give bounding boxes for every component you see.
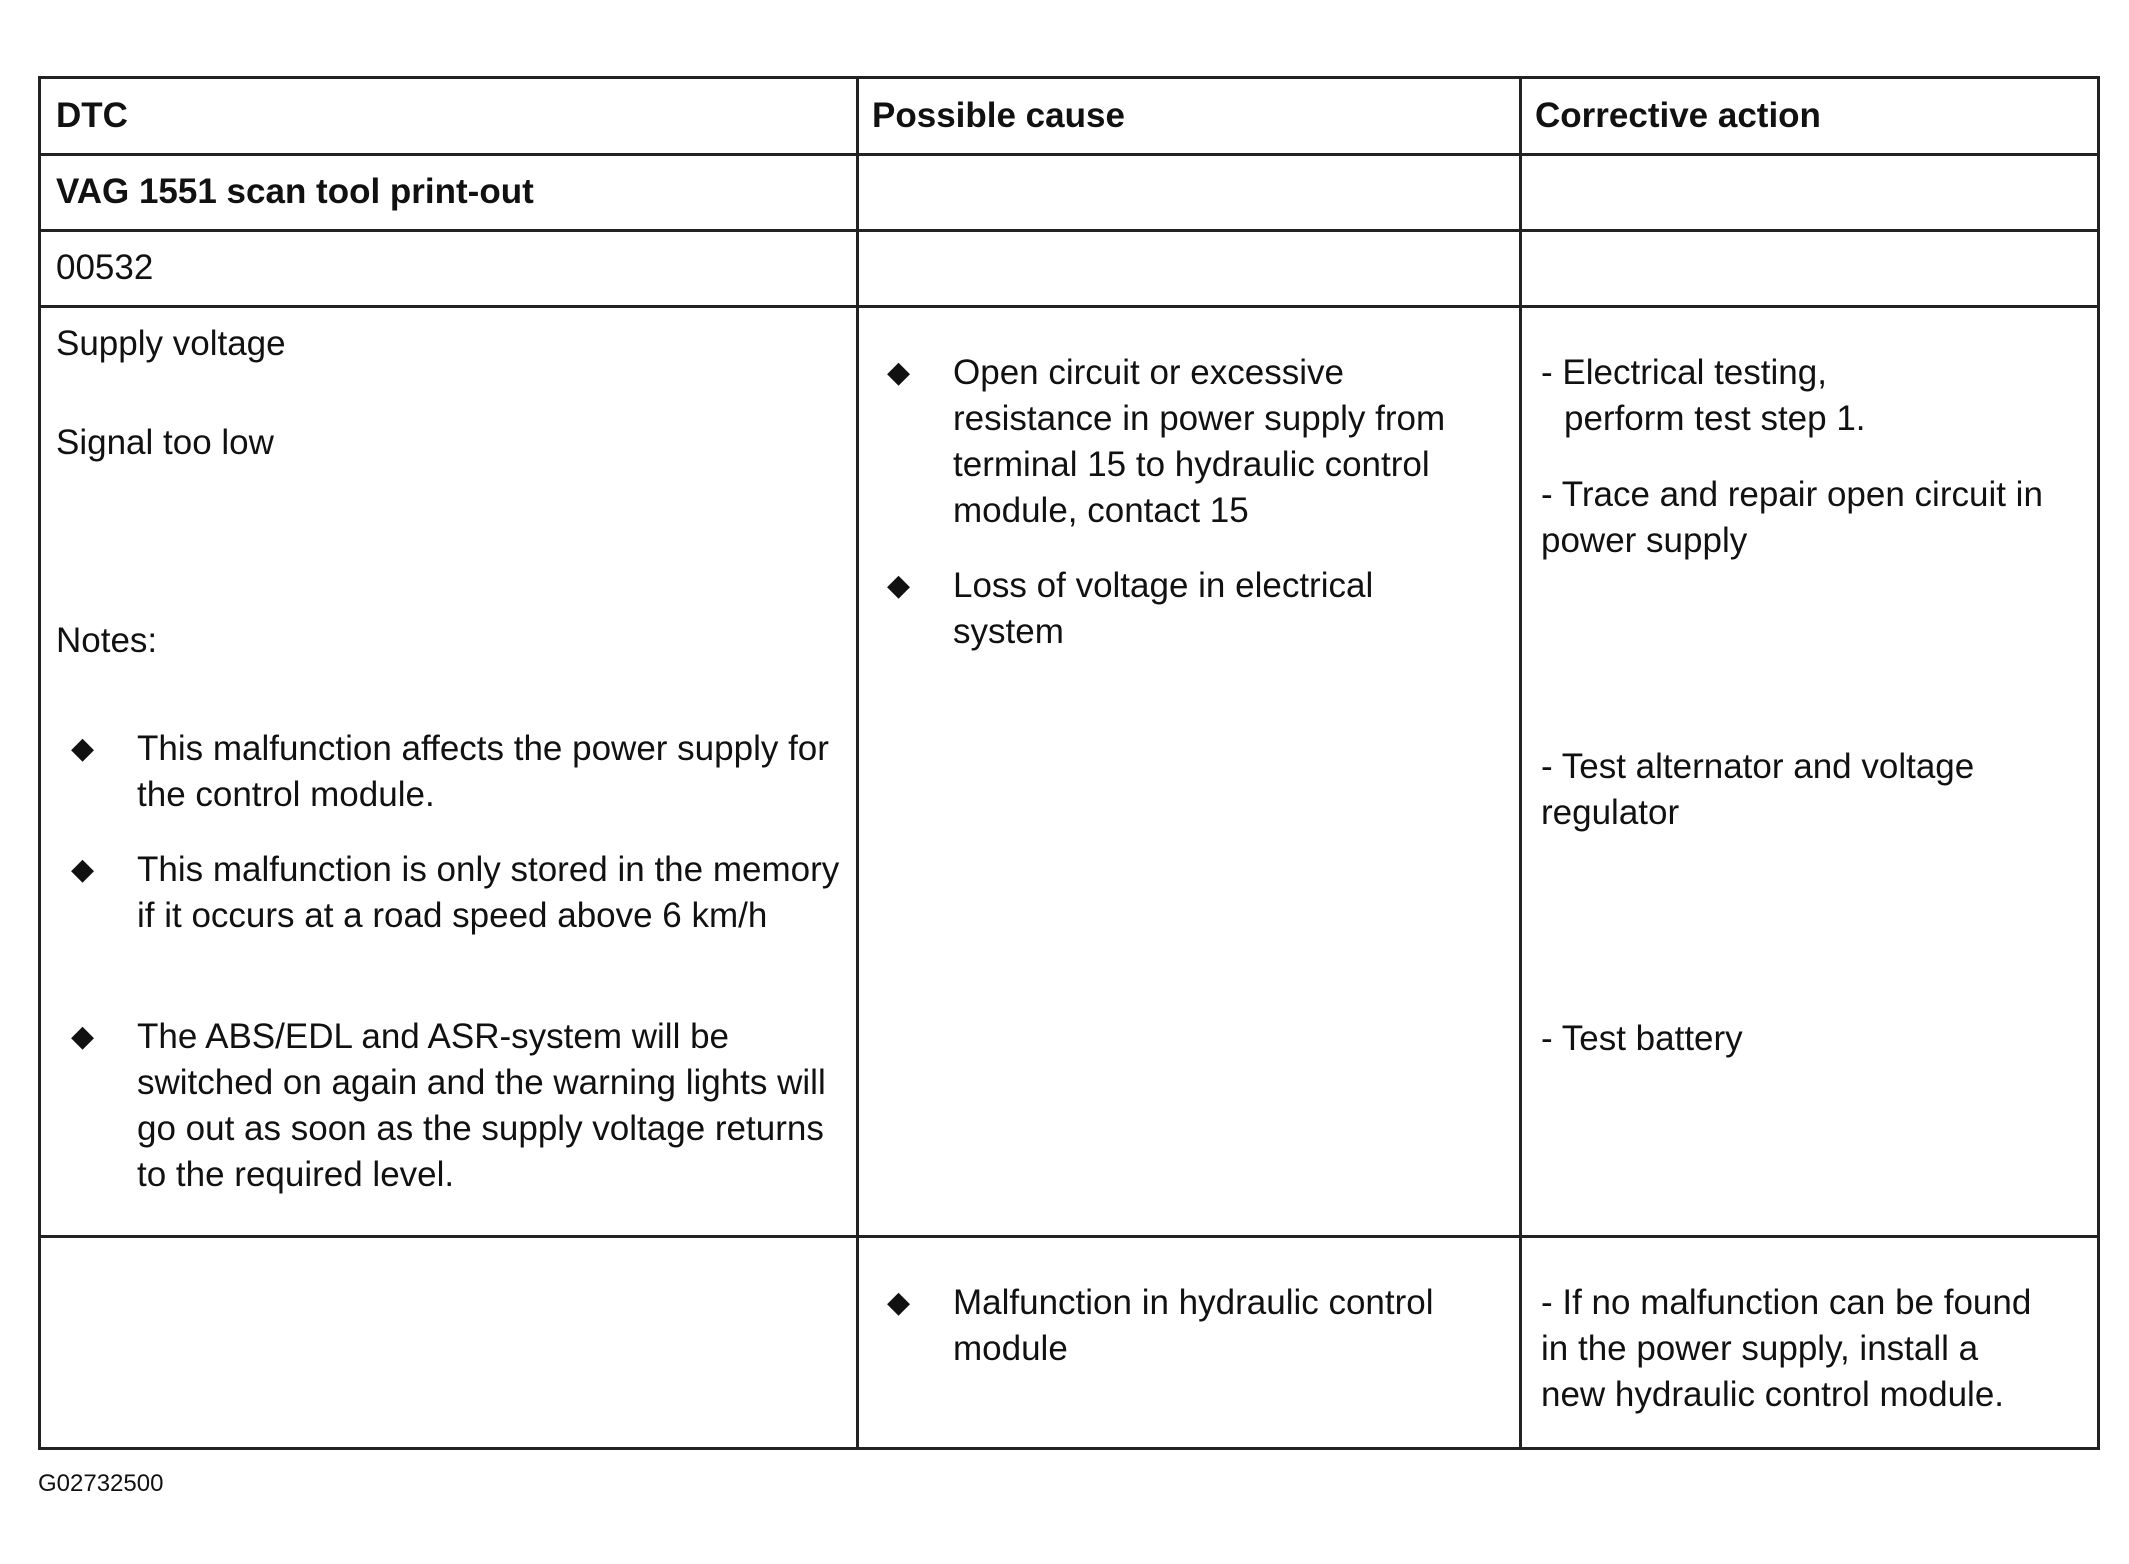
- row-divider: [41, 229, 2097, 232]
- action-line: power supply: [1541, 521, 1748, 560]
- note-text: This malfunction is only stored in the memory if it occurs at a road speed above 6 km/h: [137, 850, 840, 935]
- header-possible-cause: Possible cause: [872, 96, 1125, 135]
- diamond-bullet-icon: ◆: [71, 1020, 95, 1053]
- action-line: - Trace and repair open circuit in: [1541, 475, 2043, 514]
- figure-id: G02732500: [38, 1470, 164, 1497]
- action-line: - Test battery: [1541, 1019, 1743, 1058]
- diamond-bullet-icon: ◆: [887, 356, 911, 389]
- column-divider: [856, 79, 859, 1447]
- row-divider: [41, 153, 2097, 156]
- row-divider: [41, 1235, 2097, 1238]
- header-corrective-action: Corrective action: [1535, 96, 1821, 135]
- fault-condition: Signal too low: [56, 423, 274, 462]
- diamond-bullet-icon: ◆: [887, 1286, 911, 1319]
- note-text: This malfunction affects the power supply for the control module.: [137, 729, 829, 814]
- header-dtc: DTC: [56, 96, 128, 135]
- notes-title: Notes:: [56, 621, 158, 660]
- column-divider: [1519, 79, 1522, 1447]
- action-line: new hydraulic control module.: [1541, 1375, 2005, 1414]
- action-line: in the power supply, install a: [1541, 1329, 1979, 1368]
- action-line: perform test step 1.: [1564, 399, 1866, 438]
- action-line: - Test alternator and voltage: [1541, 747, 1975, 786]
- dtc-table: [38, 76, 2100, 1450]
- row-divider: [41, 305, 2097, 308]
- cause-text: Loss of voltage in electrical system: [953, 566, 1374, 651]
- cause-text: Malfunction in hydraulic control module: [953, 1283, 1434, 1368]
- diamond-bullet-icon: ◆: [71, 853, 95, 886]
- action-line: - Electrical testing,: [1541, 353, 1827, 392]
- diamond-bullet-icon: ◆: [887, 569, 911, 602]
- note-text: The ABS/EDL and ASR-system will be switched on again and the warning lights will go out as soon as the supply voltage returns to the required level.: [137, 1017, 826, 1194]
- action-line: regulator: [1541, 793, 1680, 832]
- dtc-code: 00532: [56, 248, 154, 287]
- action-line: - If no malfunction can be found: [1541, 1283, 2032, 1322]
- fault-name: Supply voltage: [56, 324, 286, 363]
- cause-text: Open circuit or excessive resistance in power supply from terminal 15 to hydraulic control module, contact 15: [953, 353, 1446, 530]
- printout-label: VAG 1551 scan tool print-out: [56, 172, 534, 211]
- diamond-bullet-icon: ◆: [71, 732, 95, 765]
